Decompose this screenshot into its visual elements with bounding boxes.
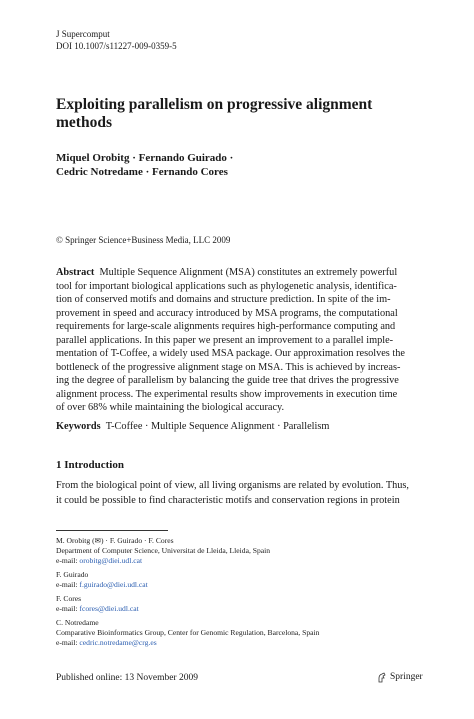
footnote-block-notredame <box>56 618 418 648</box>
abstract-line: alignment process. The experimental results show improvements in execution time <box>56 388 398 400</box>
abstract-line: tool for important biological applications such as phylogenetic analysis, identifica- <box>56 280 397 292</box>
footnote-name: F. Cores <box>56 594 82 603</box>
footnote-rule <box>56 530 168 531</box>
footnote-affiliation: Comparative Bioinformatics Group, Center for Genomic Regulation, Barcelona, Spain <box>56 628 320 637</box>
footnote-block-cores <box>56 594 418 614</box>
abstract-label: Abstract <box>56 267 95 278</box>
footnote-name: F. Guirado <box>56 570 89 579</box>
introduction-text <box>56 479 418 508</box>
title-line-2: methods <box>56 114 112 131</box>
section-heading: 1 Introduction <box>56 459 124 471</box>
abstract-line: bottleneck of the progressive alignment stage on MSA. This is achieved by increas- <box>56 361 401 373</box>
intro-line-1: From the biological point of view, all living organisms are related by evolution. Thus, <box>56 480 409 491</box>
keywords <box>56 420 418 434</box>
email-link-cores[interactable]: fcores@diei.udl.cat <box>79 604 139 613</box>
abstract-line: tion of conserved motifs and domains and structure prediction. In spite of the im- <box>56 294 391 305</box>
publisher-name: Springer <box>390 672 423 682</box>
email-link-guirado[interactable]: f.guirado@diei.udl.cat <box>79 580 148 589</box>
title-line-1: Exploiting parallelism on progressive alignment <box>56 96 373 113</box>
author-list <box>56 151 416 179</box>
footnote-block-orobitg <box>56 536 418 566</box>
abstract-line: of over 68% while maintaining the biological accuracy. <box>56 402 285 413</box>
abstract-line: ing the degree of parallelism by balancing the guide tree that drives the progressive <box>56 375 399 386</box>
paper-title <box>56 96 416 132</box>
abstract-line: requirements for large-scale alignments requires high-performance computing and <box>56 321 396 332</box>
email-label: e-mail: <box>56 556 78 565</box>
journal-doi: DOI 10.1007/s11227-009-0359-5 <box>56 41 177 51</box>
email-label: e-mail: <box>56 638 78 647</box>
abstract-line: provement in speed and accuracy introduced by MSA programs, the computational <box>56 307 398 319</box>
footnote-name: C. Notredame <box>56 618 99 627</box>
keywords-label: Keywords <box>56 421 101 432</box>
authors-line-1: Miquel Orobitg · Fernando Guirado · <box>56 152 234 164</box>
email-link-notredame[interactable]: cedric.notredame@crg.es <box>79 638 157 647</box>
footnote-affiliation: Department of Computer Science, Universitat de Lleida, Lleida, Spain <box>56 546 271 555</box>
abstract-line: mentation of T-Coffee, a widely used MSA package. Our approximation resolves the <box>56 348 405 359</box>
abstract-line: Multiple Sequence Alignment (MSA) constitutes an extremely powerful <box>99 267 398 278</box>
intro-line-2: it could be possible to find characteristic motifs and conservation regions in protein <box>56 494 400 506</box>
footnote-block-guirado <box>56 570 418 590</box>
email-link-orobitg[interactable]: orobitg@diei.udl.cat <box>79 556 143 565</box>
abstract <box>56 266 418 415</box>
footnote-authors: M. Orobitg (✉) · F. Guirado · F. Cores <box>56 536 174 545</box>
authors-line-2: Cedric Notredame · Fernando Cores <box>56 166 228 178</box>
copyright-notice: © Springer Science+Business Media, LLC 2009 <box>56 235 231 245</box>
keywords-text: T-Coffee · Multiple Sequence Alignment · Parallelism <box>105 421 330 432</box>
published-online: Published online: 13 November 2009 <box>56 673 198 683</box>
journal-name: J Supercomput <box>56 29 110 39</box>
abstract-line: parallel applications. In this paper we present an improvement to a parallel imple- <box>56 334 394 346</box>
email-label: e-mail: <box>56 580 78 589</box>
springer-horse-icon <box>377 672 387 683</box>
email-label: e-mail: <box>56 604 78 613</box>
publisher-logo <box>377 671 423 683</box>
journal-header <box>56 28 177 52</box>
